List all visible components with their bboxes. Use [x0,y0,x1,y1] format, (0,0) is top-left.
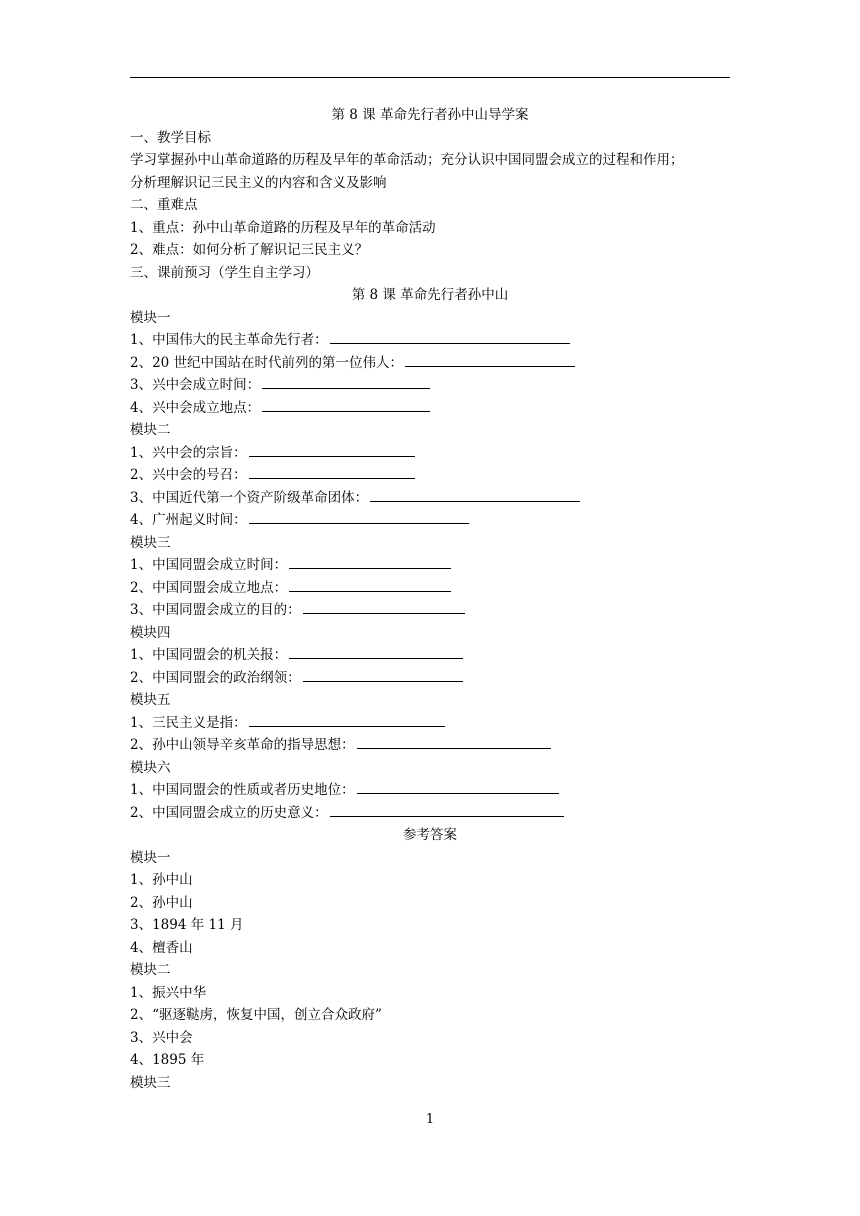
answer-item: 2、“驱逐鞑虏，恢复中国，创立合众政府” [130,1007,382,1023]
question-line [130,599,750,622]
document-body [130,104,750,1094]
answer-module-title: 模块一 [130,849,171,866]
answer-blank[interactable] [370,487,580,502]
question-text: 1、中国同盟会的性质或者历史地位： [130,782,355,798]
module-title: 模块三 [130,534,171,551]
answer-blank[interactable] [357,779,559,794]
answer-blank[interactable] [289,577,451,592]
question-line [130,644,750,667]
question-line [130,577,750,600]
answer-blank[interactable] [249,464,415,479]
answer-blank[interactable] [405,352,575,367]
preview-heading: 三、课前预习（学生自主学习） [130,264,319,281]
question-line [130,779,750,802]
question-line [130,397,750,420]
question-text: 2、中国同盟会成立的历史意义： [130,804,328,821]
answer-blank[interactable] [303,599,465,614]
answer-item: 4、檀香山 [130,939,193,956]
question-line [130,802,750,825]
question-line [130,329,750,352]
objectives-line: 分析理解识记三民主义的内容和含义及影响 [130,174,387,191]
answer-blank[interactable] [289,554,451,569]
module-title: 模块四 [130,624,171,641]
question-text: 2、兴中会的号召： [130,467,247,483]
answer-module-title: 模块三 [130,1074,171,1091]
question-line [130,734,750,757]
question-text: 2、20 世纪中国站在时代前列的第一位伟人： [130,354,404,371]
question-text: 1、中国同盟会的机关报： [130,647,288,663]
answer-item: 1、孙中山 [130,872,193,888]
module-title: 模块二 [130,422,171,438]
question-text: 1、三民主义是指： [130,714,247,731]
question-text: 2、中国同盟会的政治纲领： [130,669,301,686]
question-line [130,554,750,577]
question-line [130,352,750,375]
module-title: 模块五 [130,692,171,708]
question-line [130,374,750,397]
document-title: 第 8 课 革命先行者孙中山导学案 [331,107,529,123]
question-text: 1、中国伟大的民主革命先行者： [130,332,328,348]
answer-item: 2、孙中山 [130,894,193,911]
question-text: 3、中国近代第一个资产阶级革命团体： [130,489,369,506]
module-title: 模块六 [130,759,171,776]
answer-blank[interactable] [249,509,469,524]
question-text: 1、兴中会的宗旨： [130,444,247,461]
difficulty-heading: 二、重难点 [130,197,198,213]
answer-blank[interactable] [330,329,570,344]
objectives-line: 学习掌握孙中山革命道路的历程及早年的革命活动；充分认识中国同盟会成立的过程和作用； [130,152,684,168]
answer-blank[interactable] [357,734,551,749]
question-text: 3、兴中会成立时间： [130,377,261,393]
question-text: 3、中国同盟会成立的目的： [130,602,301,618]
question-line [130,442,750,465]
answer-blank[interactable] [289,644,463,659]
answer-blank[interactable] [303,667,463,682]
answers-heading: 参考答案 [403,827,457,843]
question-text: 4、广州起义时间： [130,512,247,528]
difficult-point: 2、难点：如何分析了解识记三民主义？ [130,242,369,258]
answer-blank[interactable] [249,442,415,457]
answer-item: 1、振兴中华 [130,984,207,1001]
question-line [130,667,750,690]
answer-blank[interactable] [330,802,564,817]
page-number: 1 [425,1112,435,1127]
answer-item: 3、1894 年 11 月 [130,917,244,933]
question-line [130,712,750,735]
question-text: 2、孙中山领导辛亥革命的指导思想： [130,737,355,753]
question-text: 2、中国同盟会成立地点： [130,579,288,596]
answer-blank[interactable] [262,397,430,412]
module-title: 模块一 [130,309,171,326]
question-text: 4、兴中会成立地点： [130,399,261,416]
answer-item: 3、兴中会 [130,1029,193,1046]
answer-blank[interactable] [249,712,445,727]
answer-module-title: 模块二 [130,962,171,978]
header-rule [130,77,730,78]
lesson-subtitle: 第 8 课 革命先行者孙中山 [351,287,509,303]
answer-blank[interactable] [262,374,430,389]
objectives-heading: 一、教学目标 [130,129,211,146]
question-line [130,487,750,510]
question-line [130,509,750,532]
question-line [130,464,750,487]
key-point: 1、重点：孙中山革命道路的历程及早年的革命活动 [130,219,436,236]
answer-item: 4、1895 年 [130,1052,205,1068]
question-text: 1、中国同盟会成立时间： [130,557,288,573]
